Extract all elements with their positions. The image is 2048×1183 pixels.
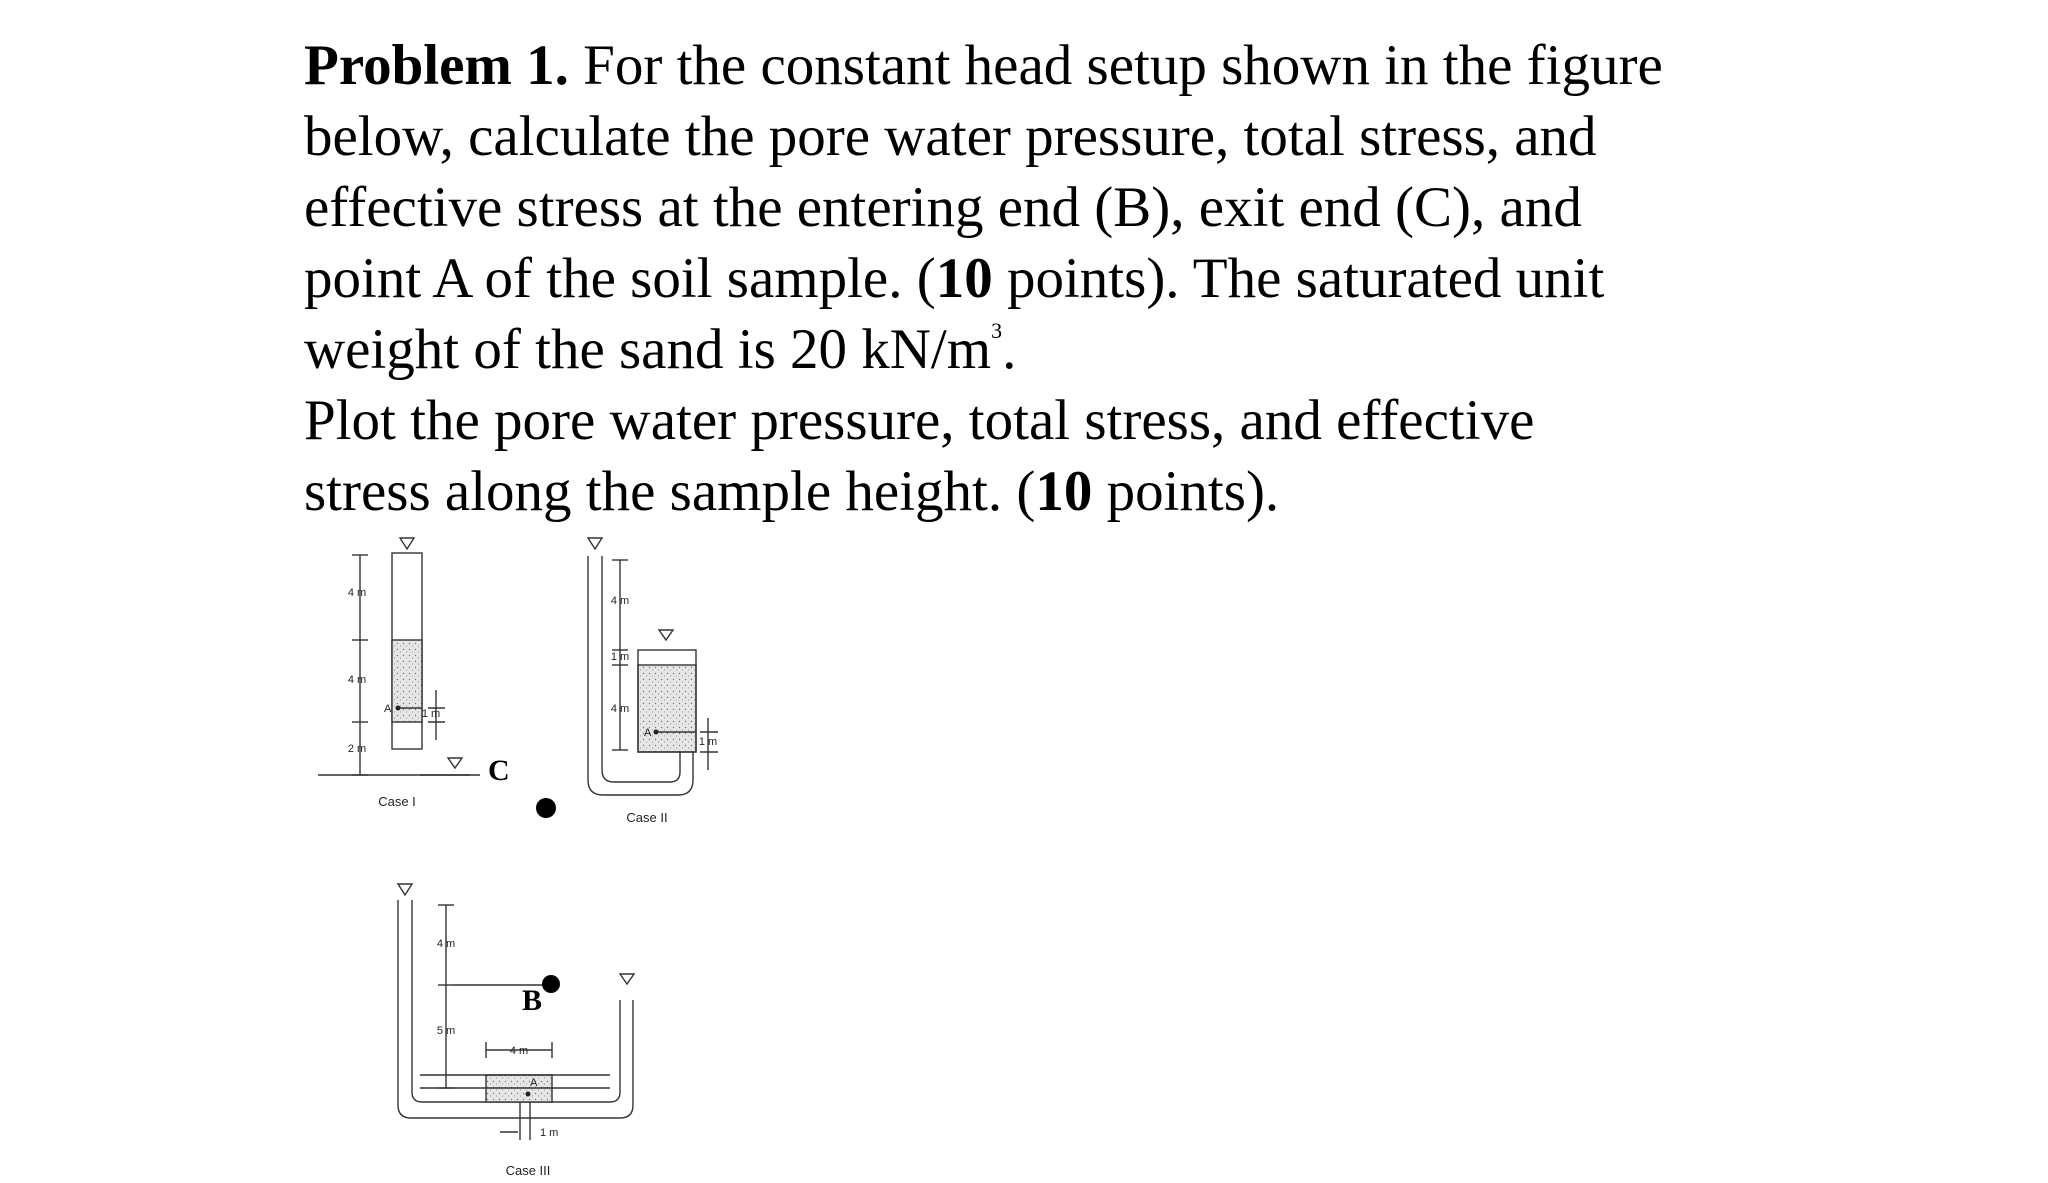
problem-line-2: below, calculate the pore water pressure, total stress, and (304, 105, 1597, 168)
case-2-water-level-icon (588, 538, 602, 549)
case-1-point-a-dot (396, 706, 401, 711)
point-b-dot (542, 975, 560, 993)
case-2-diagram (588, 538, 718, 795)
case-1-dim-mid: 4 m (347, 674, 367, 686)
case-3-dim-len: 4 m (509, 1045, 529, 1057)
case-3-point-a-dot (526, 1092, 531, 1097)
case-2-dim-1m: 1 m (610, 651, 630, 663)
case-1-point-a: A (384, 703, 392, 715)
unit-exponent: 3 (991, 318, 1003, 343)
case-1-dim-bot: 2 m (347, 743, 367, 755)
problem-line-3: effective stress at the entering end (B), exit end (C), and (304, 176, 1582, 239)
case-1-tailwater-icon (448, 758, 462, 768)
problem-line-4-a: point A of the soil sample. ( (304, 247, 936, 310)
case-2-point-a: A (644, 727, 652, 739)
case-3-label-b: B (522, 984, 543, 1017)
points-value: 10 (935, 247, 993, 310)
case-1-diagram (318, 538, 480, 775)
problem-line-1-text: For the constant head setup shown in the figure (583, 34, 1663, 97)
case-2-caption: Case II (626, 810, 668, 825)
case-3-dim-top: 4 m (436, 938, 456, 950)
problem-line-7-a: stress along the sample height. ( (304, 460, 1036, 523)
problem-heading: Problem 1. (304, 34, 569, 97)
case-3-diagram (398, 884, 634, 1140)
case-3-water-level-icon (398, 884, 412, 895)
case-2-dim-a: 1 m (698, 736, 718, 748)
points-value-2: 10 (1035, 460, 1093, 523)
problem-line-6: Plot the pore water pressure, total stress, and effective (304, 389, 1535, 452)
case-1-caption: Case I (378, 794, 416, 809)
problem-line-5-b: . (1002, 318, 1017, 381)
case-3-dim-a: 1 m (540, 1127, 559, 1139)
case-1-water-level-icon (400, 538, 414, 549)
case-3-dim-5m: 5 m (436, 1025, 456, 1037)
problem-line-4-b: points). The saturated unit (992, 247, 1605, 310)
case-2-dim-top: 4 m (610, 595, 630, 607)
problem-line-7-b: points). (1092, 460, 1280, 523)
case-3-caption: Case III (505, 1163, 551, 1178)
case-3-point-a: A (530, 1077, 538, 1089)
case-2-point-a-dot (654, 730, 659, 735)
marker-dot (536, 798, 556, 818)
case-1-label-c: C (488, 754, 510, 787)
case-2-dim-4m: 4 m (610, 703, 630, 715)
problem-line-5-a: weight of the sand is 20 kN/m (304, 318, 992, 381)
case-3-tailwater-icon (620, 974, 634, 984)
case-1-dim-top: 4 m (347, 587, 367, 599)
case-1-dim-a: 1 m (421, 708, 441, 720)
case-2-container-level-icon (659, 630, 673, 640)
